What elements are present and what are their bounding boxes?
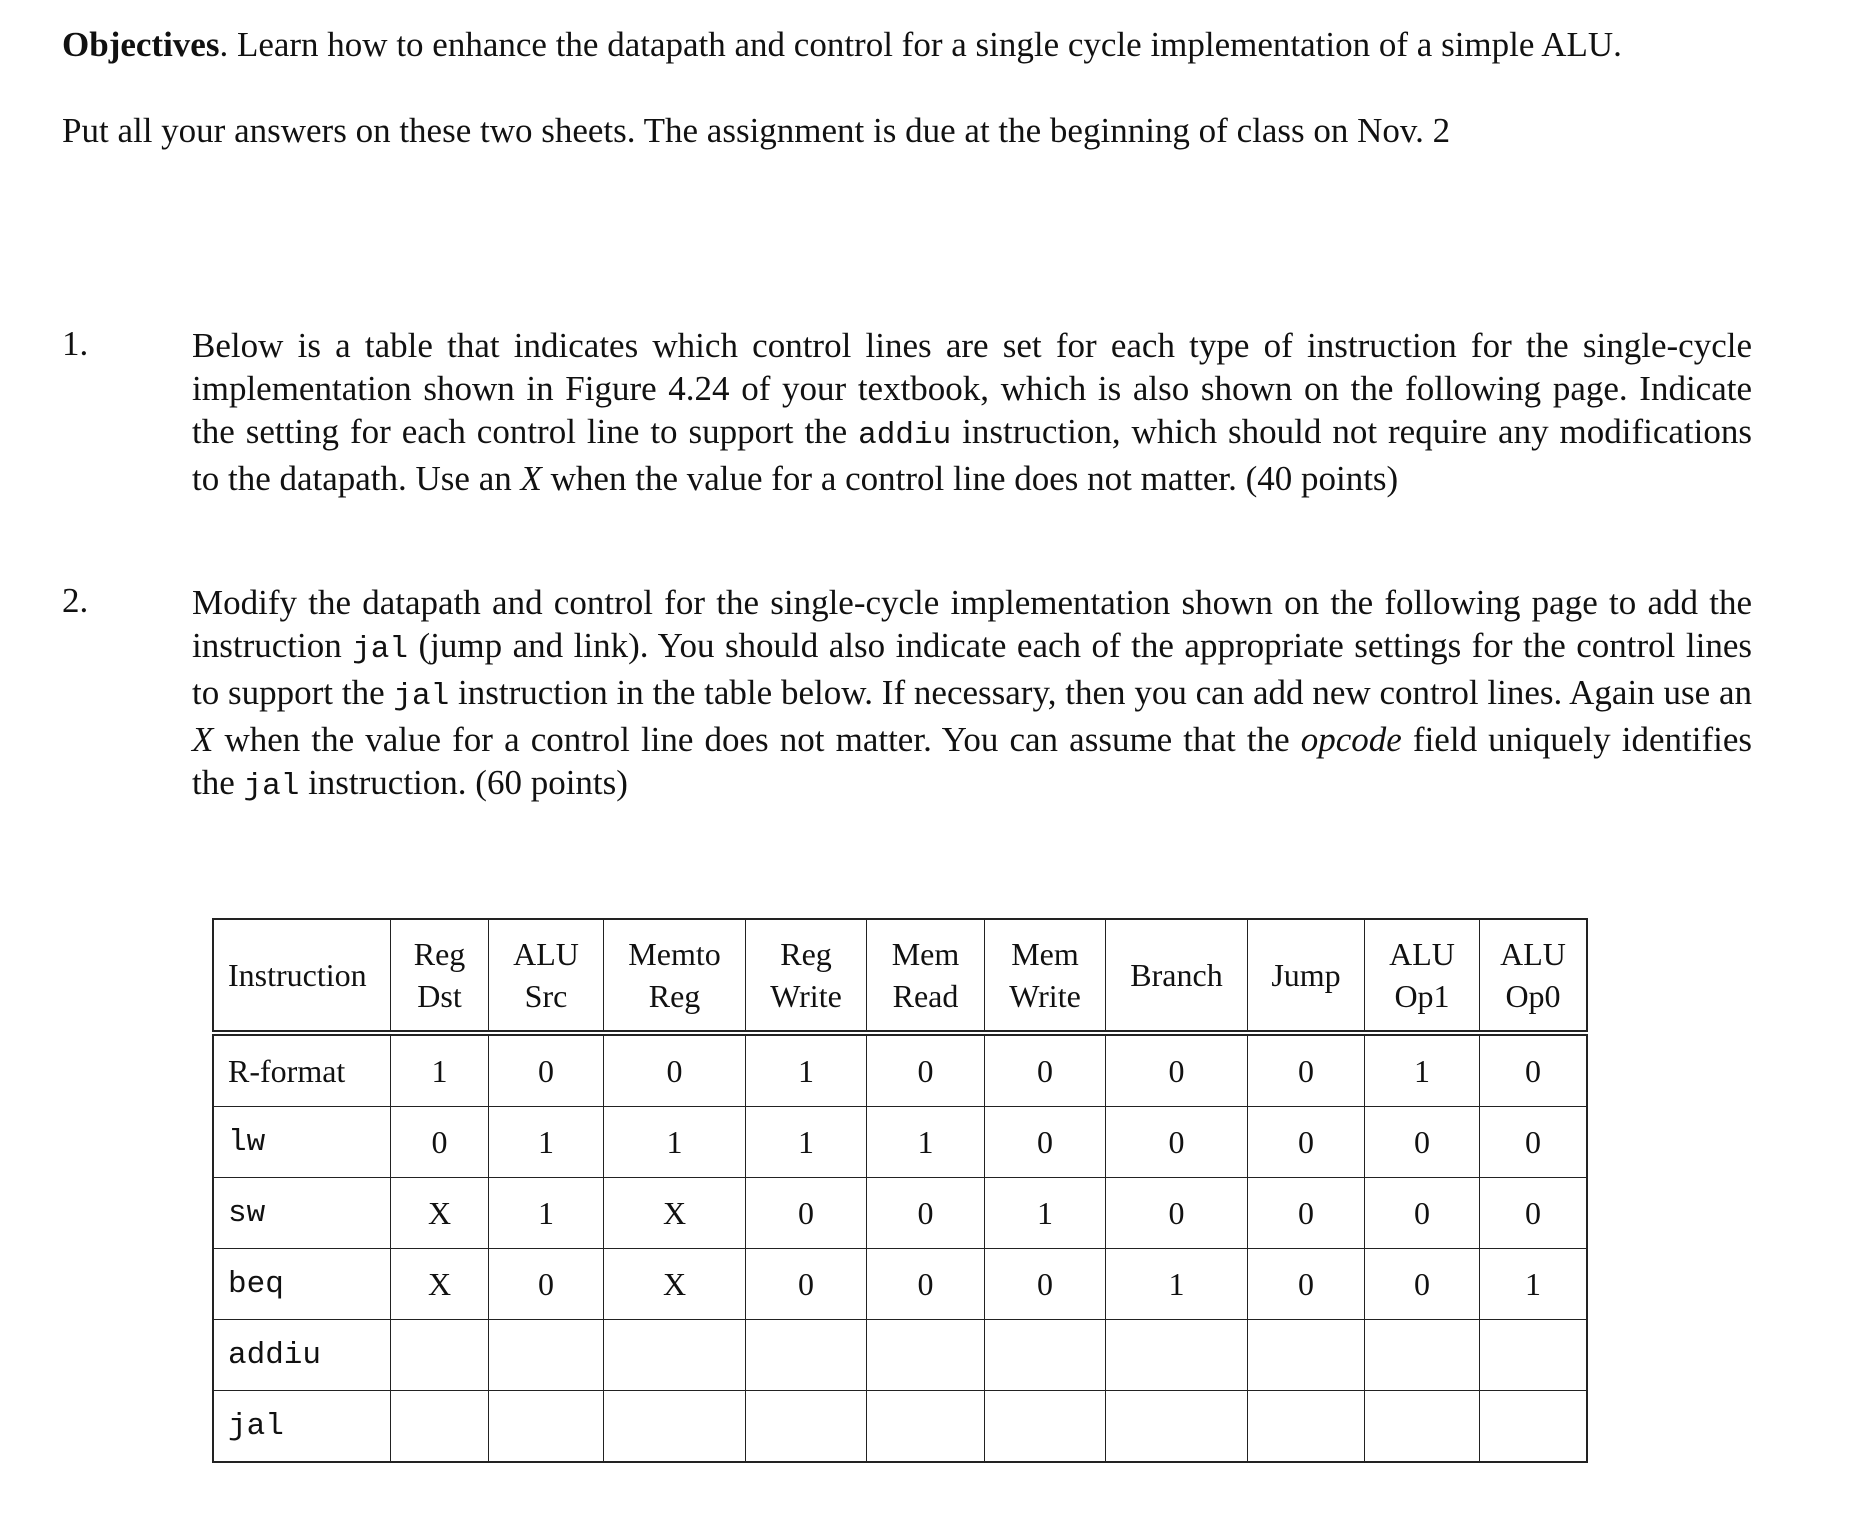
value-cell: 0 [489,1033,604,1107]
column-header-text: Src [524,978,568,1014]
column-header-text: Instruction [228,957,367,993]
value-cell: 1 [1480,1249,1588,1320]
value-cell: X [604,1249,746,1320]
answer-cell[interactable] [604,1391,746,1463]
column-header-text: ALU [1500,936,1566,972]
answer-cell[interactable] [1106,1320,1248,1391]
q2-code-jal-2: jal [393,679,450,714]
answer-cell[interactable] [746,1391,867,1463]
column-header [213,919,391,1033]
column-header [391,919,489,1033]
objectives-line [62,22,1622,68]
value-cell: 1 [1365,1033,1480,1107]
column-header-text: Mem [891,936,960,972]
column-header-text: Op0 [1505,978,1561,1014]
value-cell: X [604,1178,746,1249]
answer-cell[interactable] [985,1320,1106,1391]
value-cell: 0 [867,1249,985,1320]
q1-part3: when the value for a control line does not matter. (40 points) [541,459,1399,498]
q2-code-jal-1: jal [352,632,409,667]
value-cell: 0 [985,1033,1106,1107]
column-header-text: Jump [1271,957,1341,993]
instruction-name-cell: lw [213,1107,391,1178]
q2-part2: (jump and link). You should also indicate each of the appropriate settings for the control lines to support the [192,626,1752,712]
column-header-text: Dst [417,978,462,1014]
column-header-text: Reg [780,936,832,972]
instruction-name-cell: jal [213,1391,391,1463]
column-header [867,919,985,1033]
value-cell: 0 [985,1249,1106,1320]
value-cell: 0 [1248,1107,1365,1178]
value-cell: 0 [1365,1178,1480,1249]
q2-opcode: opcode [1300,720,1402,759]
answer-cell[interactable] [1480,1320,1588,1391]
control-lines-table [212,918,1588,1463]
value-cell: X [391,1249,489,1320]
value-cell: 1 [746,1107,867,1178]
value-cell: 1 [1106,1249,1248,1320]
column-header [1480,919,1588,1033]
value-cell: 0 [1106,1033,1248,1107]
value-cell: 0 [746,1178,867,1249]
column-header [746,919,867,1033]
value-cell: X [391,1178,489,1249]
value-cell: 1 [489,1178,604,1249]
answer-cell[interactable] [985,1391,1106,1463]
value-cell: 0 [1365,1249,1480,1320]
q1-x: X [520,459,542,498]
answer-cell[interactable] [746,1320,867,1391]
answer-cell[interactable] [1365,1320,1480,1391]
column-header-text: ALU [1389,936,1455,972]
q1-part2: instruction, which should not require any modifications to the datapath. Use an [192,412,1753,498]
column-header [1365,919,1480,1033]
column-header-text: Branch [1130,957,1223,993]
value-cell: 0 [391,1107,489,1178]
objectives-label: Objectives [62,25,220,64]
value-cell: 0 [1248,1249,1365,1320]
q2-part6: instruction. (60 points) [299,763,628,802]
table-row [213,1107,1587,1178]
column-header [604,919,746,1033]
question-1-text [192,324,1752,500]
value-cell: 1 [867,1107,985,1178]
answer-cell[interactable] [489,1391,604,1463]
question-1-number: 1. [62,324,89,363]
value-cell: 0 [1248,1178,1365,1249]
q2-code-jal-3: jal [243,769,300,804]
value-cell: 0 [1106,1178,1248,1249]
q2-part3: instruction in the table below. If necessary, then you can add new control lines. Again use an [449,673,1752,712]
table-row [213,1033,1587,1107]
answer-cell[interactable] [391,1320,489,1391]
value-cell: 1 [489,1107,604,1178]
value-cell: 0 [1106,1107,1248,1178]
value-cell: 0 [1248,1033,1365,1107]
value-cell: 1 [985,1178,1106,1249]
answer-cell[interactable] [489,1320,604,1391]
value-cell: 0 [1480,1033,1588,1107]
value-cell: 0 [1365,1107,1480,1178]
column-header-text: ALU [513,936,579,972]
column-header [1106,919,1248,1033]
column-header-text: Read [892,978,959,1014]
objectives-text: . Learn how to enhance the datapath and control for a single cycle implementation of a simple ALU. [219,25,1622,64]
column-header-text: Reg [648,978,701,1014]
column-header-text: Mem [1011,936,1079,972]
table-row [213,1178,1587,1249]
table-header-row [213,919,1587,1033]
answer-cell[interactable] [1248,1320,1365,1391]
q1-part1: Below is a table that indicates which control lines are set for each type of instruction for the single-cycle implementation shown in Figure 4.24 of your textbook, which is also shown on the following page. Indicate the setting for each control line to support the [192,326,1752,451]
q2-part1: Modify the datapath and control for the single-cycle implementation shown on the following page to add the instruction [192,583,1752,665]
answer-cell[interactable] [1248,1391,1365,1463]
value-cell: 0 [867,1033,985,1107]
answer-cell[interactable] [867,1320,985,1391]
column-header-text: Reg [413,936,466,972]
question-2-number: 2. [62,581,89,620]
column-header [489,919,604,1033]
answer-cell[interactable] [867,1391,985,1463]
answer-cell[interactable] [391,1391,489,1463]
value-cell: 0 [489,1249,604,1320]
instructions-line: Put all your answers on these two sheets. The assignment is due at the beginning of class on Nov. 2 [62,111,1451,150]
question-2-text [192,581,1752,808]
q2-x: X [192,720,214,759]
column-header [1248,919,1365,1033]
value-cell: 0 [746,1249,867,1320]
instruction-name-cell: R-format [213,1033,391,1107]
q2-part5: field uniquely identifies the [192,720,1752,802]
column-header-text: Write [770,978,842,1014]
value-cell: 0 [604,1033,746,1107]
instruction-name-cell: addiu [213,1320,391,1391]
column-header-text: Op1 [1394,978,1450,1014]
value-cell: 1 [604,1107,746,1178]
q2-part4: when the value for a control line does not matter. You can assume that the [213,720,1301,759]
answer-cell[interactable] [1365,1391,1480,1463]
value-cell: 1 [746,1033,867,1107]
table-row [213,1320,1587,1391]
instruction-name-cell: beq [213,1249,391,1320]
column-header [985,919,1106,1033]
value-cell: 1 [391,1033,489,1107]
answer-cell[interactable] [604,1320,746,1391]
value-cell: 0 [1480,1107,1588,1178]
value-cell: 0 [1480,1178,1588,1249]
value-cell: 0 [867,1178,985,1249]
column-header-text: Memto [628,936,721,972]
table-row [213,1391,1587,1463]
table-row [213,1249,1587,1320]
instruction-name-cell: sw [213,1178,391,1249]
answer-cell[interactable] [1480,1391,1588,1463]
q1-code-addiu: addiu [858,418,952,453]
value-cell: 0 [985,1107,1106,1178]
column-header-text: Write [1009,978,1081,1014]
answer-cell[interactable] [1106,1391,1248,1463]
